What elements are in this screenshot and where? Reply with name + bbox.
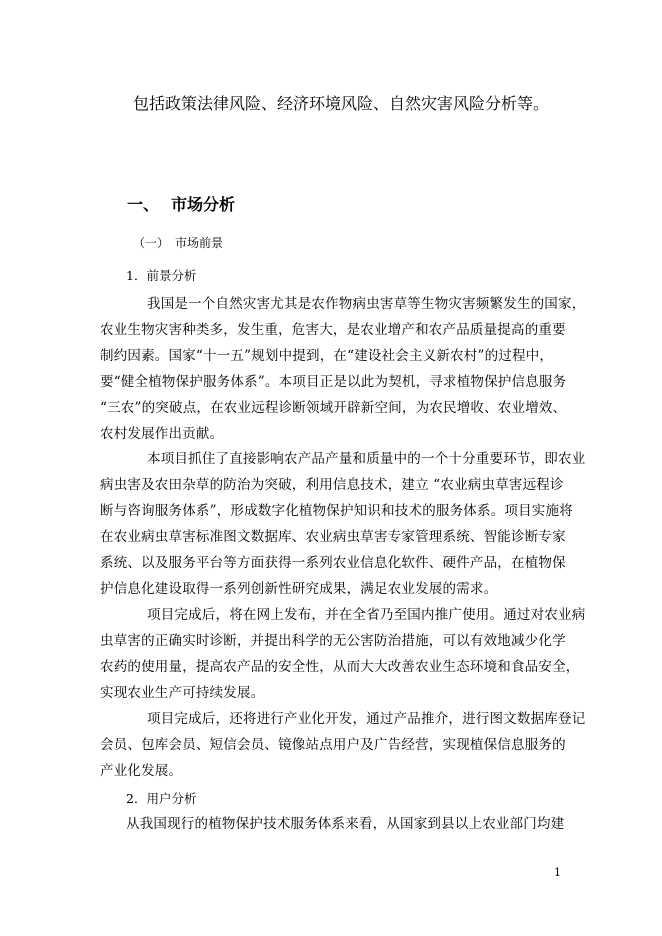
page-number: 1 — [554, 866, 561, 879]
paragraph-line: 我国是一个自然灾害尤其是农作物病虫害草等生物灾害频繁发生的国家， — [147, 296, 586, 312]
heading-user-analysis: 2．用户分析 — [126, 791, 197, 806]
paragraph-line: 本项目抓住了直接影响农产品产量和质量中的一个十分重要环节，即农业 — [147, 451, 586, 467]
paragraph-line: 虫草害的正确实时诊断，并提出科学的无公害防治措施，可以有效地减少化学 — [100, 633, 566, 649]
section-heading — [127, 194, 235, 216]
section-title: 市场分析 — [171, 195, 236, 214]
paragraph-line: 农业生物灾害种类多，发生重，危害大，是农业增产和农产品质量提高的重要 — [100, 322, 566, 338]
subsection-title: 市场前景 — [175, 236, 224, 250]
paragraph-line: “三农”的突破点，在农业远程诊断领域开辟新空间，为农民增收、农业增效、 — [100, 400, 567, 416]
paragraph-line: 在农业病虫草害标准图文数据库、农业病虫草害专家管理系统、智能诊断专家 — [100, 529, 566, 545]
intro-line: 包括政策法律风险、经济环境风险、自然灾害风险分析等。 — [133, 94, 550, 113]
heading-prospect-analysis: 1．前景分析 — [126, 268, 197, 283]
paragraph-line: 农村发展作出贡献。 — [100, 426, 224, 442]
paragraph-line: 产业化发展。 — [100, 763, 183, 779]
paragraph-line: 农药的使用量，提高农产品的安全性，从而大大改善农业生态环境和食品安全， — [100, 659, 580, 675]
paragraph-line: 项目完成后，将在网上发布，并在全省乃至国内推广使用。通过对农业病 — [147, 607, 586, 623]
paragraph-line: 护信息化建设取得一系列创新性研究成果，满足农业发展的需求。 — [100, 581, 498, 597]
subsection-heading — [133, 235, 223, 251]
paragraph-line: 实现农业生产可持续发展。 — [100, 685, 265, 701]
paragraph-line: 病虫害及农田杂草的防治为突破，利用信息技术，建立 “农业病虫草害远程诊 — [100, 477, 564, 493]
paragraph-line: 会员、包库会员、短信会员、镜像站点用户及广告经营，实现植保信息服务的 — [100, 737, 566, 753]
paragraph-line: 要“健全植物保护服务体系”。本项目正是以此为契机，寻求植物保护信息服务 — [100, 374, 567, 390]
paragraph-line: 断与咨询服务体系”，形成数字化植物保护知识和技术的服务体系。项目实施将 — [100, 503, 573, 519]
paragraph-line: 项目完成后，还将进行产业化开发，通过产品推介，进行图文数据库登记 — [147, 711, 586, 727]
paragraph-line: 从我国现行的植物保护技术服务体系来看，从国家到县以上农业部门均建 — [126, 816, 565, 832]
subsection-number: （一） — [133, 236, 170, 250]
paragraph-line: 系统、以及服务平台等方面获得一系列农业信息化软件、硬件产品，在植物保 — [100, 555, 566, 571]
section-number: 一、 — [127, 195, 160, 214]
paragraph-line: 制约因素。国家“十一五”规划中提到，在“建设社会主义新农村”的过程中， — [100, 348, 554, 364]
